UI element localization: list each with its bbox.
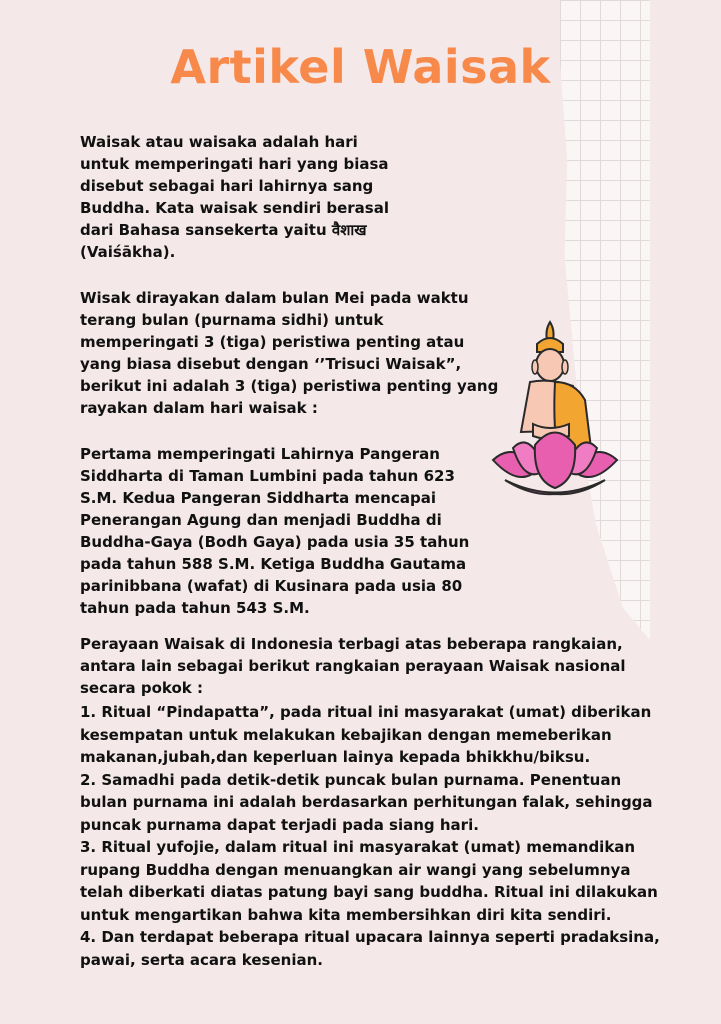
ritual-item-3: 3. Ritual yufojie, dalam ritual ini masyarakat (umat) memandikan rupang Buddha dengan menuangkan air wangi yang sebelumnya telah diberkati diatas patung bayi sang buddha. Ritual ini dilakukan untuk mengartikan bahwa kita membersihkan diri kita sendiri. — [80, 838, 658, 924]
ritual-item-4: 4. Dan terdapat beberapa ritual upacara lainnya seperti pradaksina, pawai, serta acara kesenian. — [80, 928, 660, 969]
three-events-paragraph: Pertama memperingati Lahirnya Pangeran Siddharta di Taman Lumbini pada tahun 623 S.M. Kedua Pangeran Siddharta mencapai Penerangan Agung dan menjadi Buddha di Buddha-Gaya (Bodh Gaya) pada usia 35 tahun pada tahun 588 S.M. Ketiga Buddha Gautama parinibbana (wafat) di Kusinara pada usia 80 tahun pada tahun 543 S.M. — [80, 445, 470, 617]
buddha-on-lotus-icon — [485, 320, 625, 505]
ritual-item-1: 1. Ritual “Pindapatta”, pada ritual ini masyarakat (umat) diberikan kesempatan untuk melakukan kebajikan dengan memeberikan makanan,jubah,dan keperluan lainya kepada bhikkhu/biksu. — [80, 703, 652, 766]
indonesia-celebration-paragraph: Perayaan Waisak di Indonesia terbagi atas beberapa rangkaian, antara lain sebagai berikut rangkaian perayaan Waisak nasional secara pokok : — [80, 635, 626, 697]
ritual-list — [80, 701, 660, 971]
page-title: Artikel Waisak — [170, 40, 551, 94]
ritual-item-2: 2. Samadhi pada detik-detik puncak bulan purnama. Penentuan bulan purnama ini adalah berdasarkan perhitungan falak, sehingga puncak purnama dapat terjadi pada siang hari. — [80, 770, 653, 834]
intro-paragraph: Waisak atau waisaka adalah hari untuk memperingati hari yang biasa disebut sebagai hari lahirnya sang Buddha. Kata waisak sendiri berasal dari Bahasa sansekerta yaitu वैशाख (Vaiśākha). — [80, 133, 389, 261]
celebration-paragraph: Wisak dirayakan dalam bulan Mei pada waktu terang bulan (purnama sidhi) untuk memperingati 3 (tiga) peristiwa penting atau yang biasa disebut dengan ‘’Trisuci Waisak”, berikut ini adalah 3 (tiga) peristiwa penting yang rayakan dalam hari waisak : — [80, 289, 499, 417]
